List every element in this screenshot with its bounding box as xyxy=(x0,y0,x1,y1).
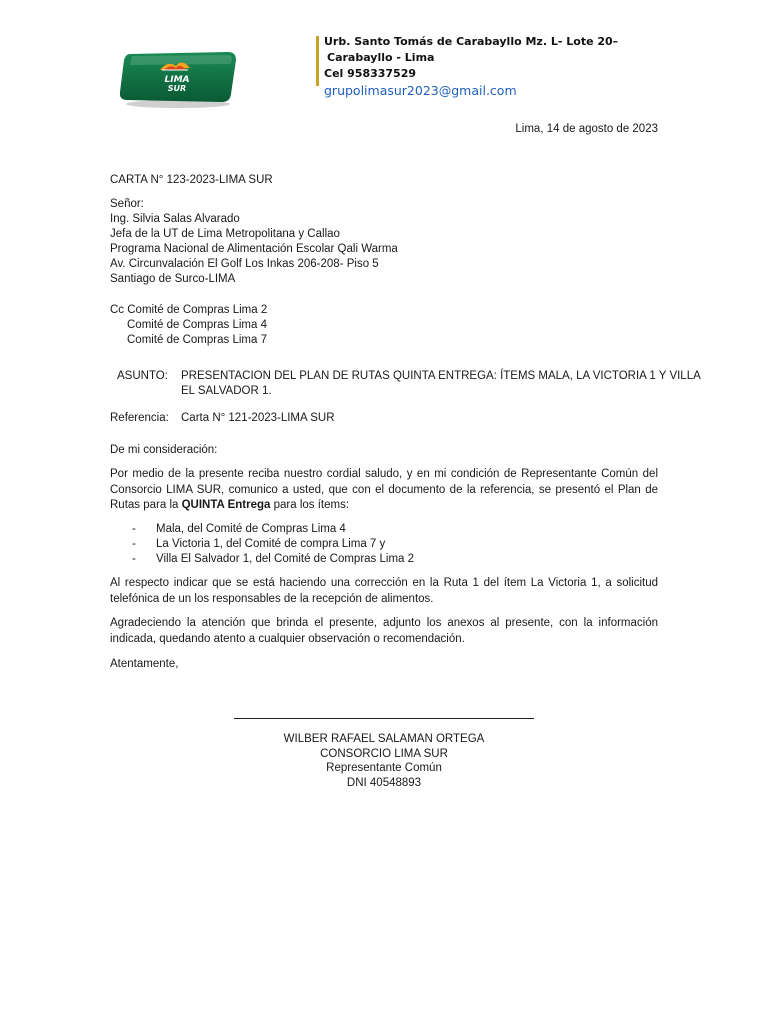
cc-line: Comité de Compras Lima 7 xyxy=(127,334,267,346)
reference-value: Carta N° 121-2023-LIMA SUR xyxy=(181,412,335,424)
logo-text-line2: SUR xyxy=(167,84,187,93)
p1-end: para los ítems: xyxy=(270,499,350,511)
p1-bold: QUINTA Entrega xyxy=(181,499,271,511)
greeting: De mi consideración: xyxy=(110,444,218,456)
list-item-text: La Victoria 1, del Comité de compra Lima 7 y xyxy=(156,538,386,550)
logo-text-line1: LIMA xyxy=(164,75,190,85)
recipient-salutation: Señor: xyxy=(110,198,144,210)
letter-number: CARTA N° 123-2023-LIMA SUR xyxy=(110,174,273,186)
header-accent-bar xyxy=(316,36,319,86)
signatory-company: CONSORCIO LIMA SUR xyxy=(320,747,448,760)
subject-text xyxy=(181,369,701,399)
list-item xyxy=(110,552,414,567)
recipient-address: Av. Circunvalación El Golf Los Inkas 206-208- Piso 5 xyxy=(110,258,379,270)
recipient-block xyxy=(110,197,398,287)
signatory-name: WILBER RAFAEL SALAMAN ORTEGA xyxy=(283,733,485,745)
signatory-dni: DNI 40548893 xyxy=(346,776,422,789)
company-logo xyxy=(118,46,238,108)
body-paragraph-2: Al respecto indicar que se está haciendo una corrección en la Ruta 1 del ítem La Victoria 1, a solicitud telefónica de un los responsables de la recepción de alimentos. xyxy=(110,577,658,605)
letter-date: Lima, 14 de agosto de 2023 xyxy=(515,123,658,135)
signature-line xyxy=(234,718,534,719)
item-list xyxy=(110,522,414,567)
bullet-marker: - xyxy=(132,553,136,565)
recipient-program: Programa Nacional de Alimentación Escolar Qali Warma xyxy=(110,243,398,255)
phone: Cel 958337529 xyxy=(324,67,417,80)
list-item xyxy=(110,522,414,537)
subject-line2: EL SALVADOR 1. xyxy=(181,385,272,397)
cc-line: Comité de Compras Lima 4 xyxy=(127,319,267,331)
p1-start: Por medio de la presente reciba nuestro cordial saludo, y en mi condición de Representante Común del Consorcio LIMA SUR, comunico a usted, que con el documento de la referencia, se presentó el Plan de Rutas para la xyxy=(110,468,658,511)
list-item xyxy=(110,537,414,552)
bullet-marker: - xyxy=(132,538,136,550)
signatory-role: Representante Común xyxy=(326,762,442,774)
body-paragraph-3: Agradeciendo la atención que brinda el presente, adjunto los anexos al presente, con la información indicada, quedando atento a cualquier observación o recomendación. xyxy=(110,617,658,645)
bullet-marker: - xyxy=(132,523,136,535)
list-item-text: Villa El Salvador 1, del Comité de Compras Lima 2 xyxy=(156,553,415,565)
signature-block xyxy=(234,732,534,790)
closing: Atentamente, xyxy=(110,658,179,670)
cc-line: Cc Comité de Compras Lima 2 xyxy=(110,304,268,316)
subject-line1: PRESENTACION DEL PLAN DE RUTAS QUINTA ENTREGA: ÍTEMS MALA, LA VICTORIA 1 Y VILLA xyxy=(181,370,701,382)
recipient-name: Ing. Silvia Salas Alvarado xyxy=(110,213,240,225)
reference-label: Referencia: xyxy=(110,412,169,424)
recipient-city: Santiago de Surco-LIMA xyxy=(110,273,236,285)
body-paragraph-1 xyxy=(110,467,658,514)
list-item-text: Mala, del Comité de Compras Lima 4 xyxy=(156,523,346,535)
subject-label: ASUNTO: xyxy=(117,370,168,382)
email-link[interactable]: grupolimasur2023@gmail.com xyxy=(324,83,517,98)
recipient-position: Jefa de la UT de Lima Metropolitana y Callao xyxy=(110,228,340,240)
cc-block xyxy=(110,303,267,348)
address-line1: Urb. Santo Tomás de Carabayllo Mz. L- Lote 20– xyxy=(324,35,619,48)
address-line2: Carabayllo - Lima xyxy=(327,51,435,64)
letterhead-contact xyxy=(324,34,618,99)
